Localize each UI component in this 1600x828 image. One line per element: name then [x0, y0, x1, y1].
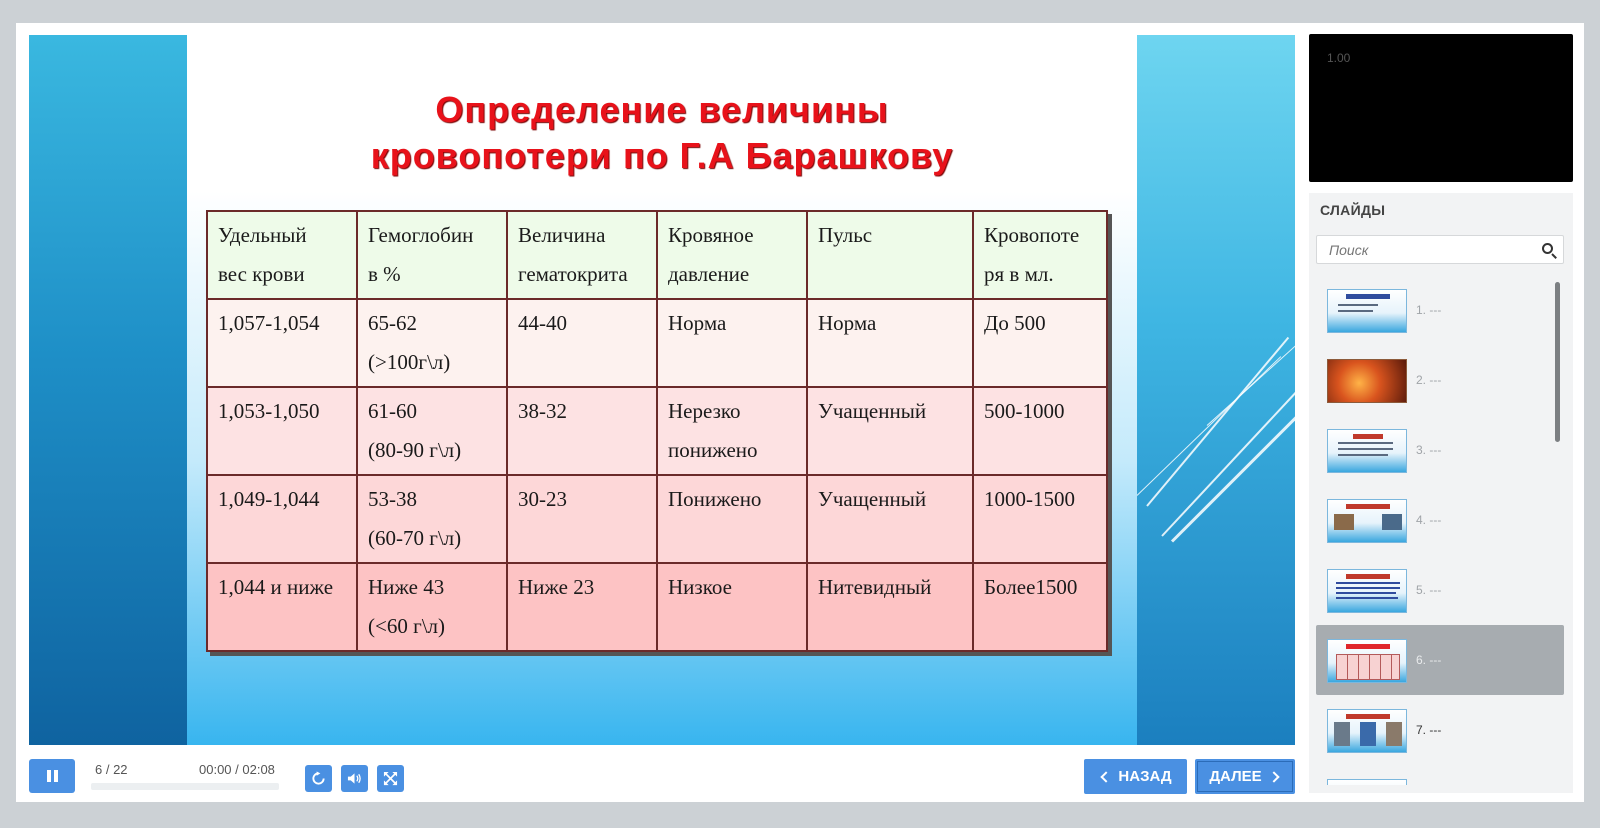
slide-item-7[interactable]	[1316, 695, 1564, 765]
sidebar-scrollbar[interactable]	[1555, 282, 1560, 442]
slide-thumbnail	[1327, 429, 1407, 473]
next-button[interactable]	[1195, 759, 1295, 794]
slide-list	[1316, 275, 1564, 785]
slide-thumbnail	[1327, 709, 1407, 753]
volume-button[interactable]	[341, 765, 368, 792]
table-cell: До 500	[973, 299, 1107, 387]
table-cell: 1,053-1,050	[207, 387, 357, 475]
slide-thumbnail	[1327, 499, 1407, 543]
slide-item-8[interactable]	[1316, 765, 1564, 785]
chevron-right-icon	[1268, 771, 1279, 782]
slide-item-1[interactable]	[1316, 275, 1564, 345]
back-button-label: НАЗАД	[1118, 768, 1172, 785]
table-row	[207, 563, 1107, 651]
table-row	[207, 299, 1107, 387]
slide-item-label: 1. ---	[1416, 303, 1442, 317]
player-controls	[29, 756, 1295, 796]
table-cell: Низкое	[657, 563, 807, 651]
slide-stage	[29, 35, 1295, 745]
slide-title	[187, 87, 1137, 179]
table-header-cell: Удельный вес крови	[207, 211, 357, 299]
next-button-label: ДАЛЕЕ	[1209, 768, 1262, 785]
replay-icon	[311, 771, 326, 786]
table-cell: 44-40	[507, 299, 657, 387]
table-cell: Ниже 43 (<60 г\л)	[357, 563, 507, 651]
table-header-cell: Кровяное давление	[657, 211, 807, 299]
slide-thumbnail	[1327, 779, 1407, 785]
table-cell: Учащенный	[807, 475, 973, 563]
table-header-cell: Величина гематокрита	[507, 211, 657, 299]
slide-title-line2: кровопотери по Г.А Барашкову	[370, 135, 954, 176]
speaker-icon	[347, 771, 362, 786]
decor-streak	[1161, 374, 1295, 536]
table-cell: 30-23	[507, 475, 657, 563]
table-cell: Учащенный	[807, 387, 973, 475]
slide-item-4[interactable]	[1316, 485, 1564, 555]
decor-streak	[1171, 399, 1295, 543]
table-cell: Ниже 23	[507, 563, 657, 651]
table-cell: 1,044 и ниже	[207, 563, 357, 651]
table-cell: Норма	[807, 299, 973, 387]
slide-content	[187, 35, 1137, 745]
pause-icon	[47, 770, 58, 782]
table-cell: 500-1000	[973, 387, 1107, 475]
table-cell: 1,057-1,054	[207, 299, 357, 387]
slide-thumbnail	[1327, 289, 1407, 333]
chevron-left-icon	[1101, 771, 1112, 782]
presenter-video[interactable]	[1309, 34, 1573, 182]
back-button[interactable]	[1084, 759, 1187, 794]
search-input[interactable]	[1317, 236, 1527, 263]
table-cell: 1,049-1,044	[207, 475, 357, 563]
table-cell: Норма	[657, 299, 807, 387]
fullscreen-icon	[383, 771, 398, 786]
table-header-cell: Пульс	[807, 211, 973, 299]
table-row	[207, 475, 1107, 563]
slides-sidebar	[1309, 193, 1573, 793]
slide-decoration	[1137, 35, 1295, 745]
table-cell: 65-62 (>100г\л)	[357, 299, 507, 387]
table-cell: Понижено	[657, 475, 807, 563]
slide-item-label: 7. ---	[1416, 723, 1442, 737]
slide-title-line1: Определение величины	[435, 89, 889, 130]
table-cell: Более1500	[973, 563, 1107, 651]
fullscreen-button[interactable]	[377, 765, 404, 792]
slide-item-5[interactable]	[1316, 555, 1564, 625]
replay-button[interactable]	[305, 765, 332, 792]
playback-time: 00:00 / 02:08	[199, 762, 275, 777]
search-icon[interactable]	[1542, 243, 1553, 254]
slide-item-label: 6. ---	[1416, 653, 1442, 667]
table-cell: Нерезко понижено	[657, 387, 807, 475]
slide-item-label: 2. ---	[1416, 373, 1442, 387]
slide-item-3[interactable]	[1316, 415, 1564, 485]
table-cell: 53-38 (60-70 г\л)	[357, 475, 507, 563]
table-cell: 1000-1500	[973, 475, 1107, 563]
slide-item-label: 4. ---	[1416, 513, 1442, 527]
slide-counter: 6 / 22	[95, 762, 128, 777]
playback-speed: 1.00	[1327, 51, 1351, 65]
table-header-row	[207, 211, 1107, 299]
table-cell: 61-60 (80-90 г\л)	[357, 387, 507, 475]
slide-thumbnail	[1327, 569, 1407, 613]
sidebar-title: СЛАЙДЫ	[1320, 202, 1386, 218]
slide-thumbnail	[1327, 359, 1407, 403]
slide-search	[1316, 235, 1564, 264]
slide-item-label: 5. ---	[1416, 583, 1442, 597]
table-header-cell: Гемоглобин в %	[357, 211, 507, 299]
slide-item-2[interactable]	[1316, 345, 1564, 415]
table-row	[207, 387, 1107, 475]
progress-bar[interactable]	[91, 783, 279, 790]
pause-button[interactable]	[29, 759, 75, 793]
slide-item-label: 3. ---	[1416, 443, 1442, 457]
slide-item-6[interactable]	[1316, 625, 1564, 695]
blood-loss-table	[206, 210, 1108, 652]
slide-thumbnail	[1327, 639, 1407, 683]
table-header-cell: Кровопоте ря в мл.	[973, 211, 1107, 299]
table-cell: 38-32	[507, 387, 657, 475]
table-cell: Нитевидный	[807, 563, 973, 651]
